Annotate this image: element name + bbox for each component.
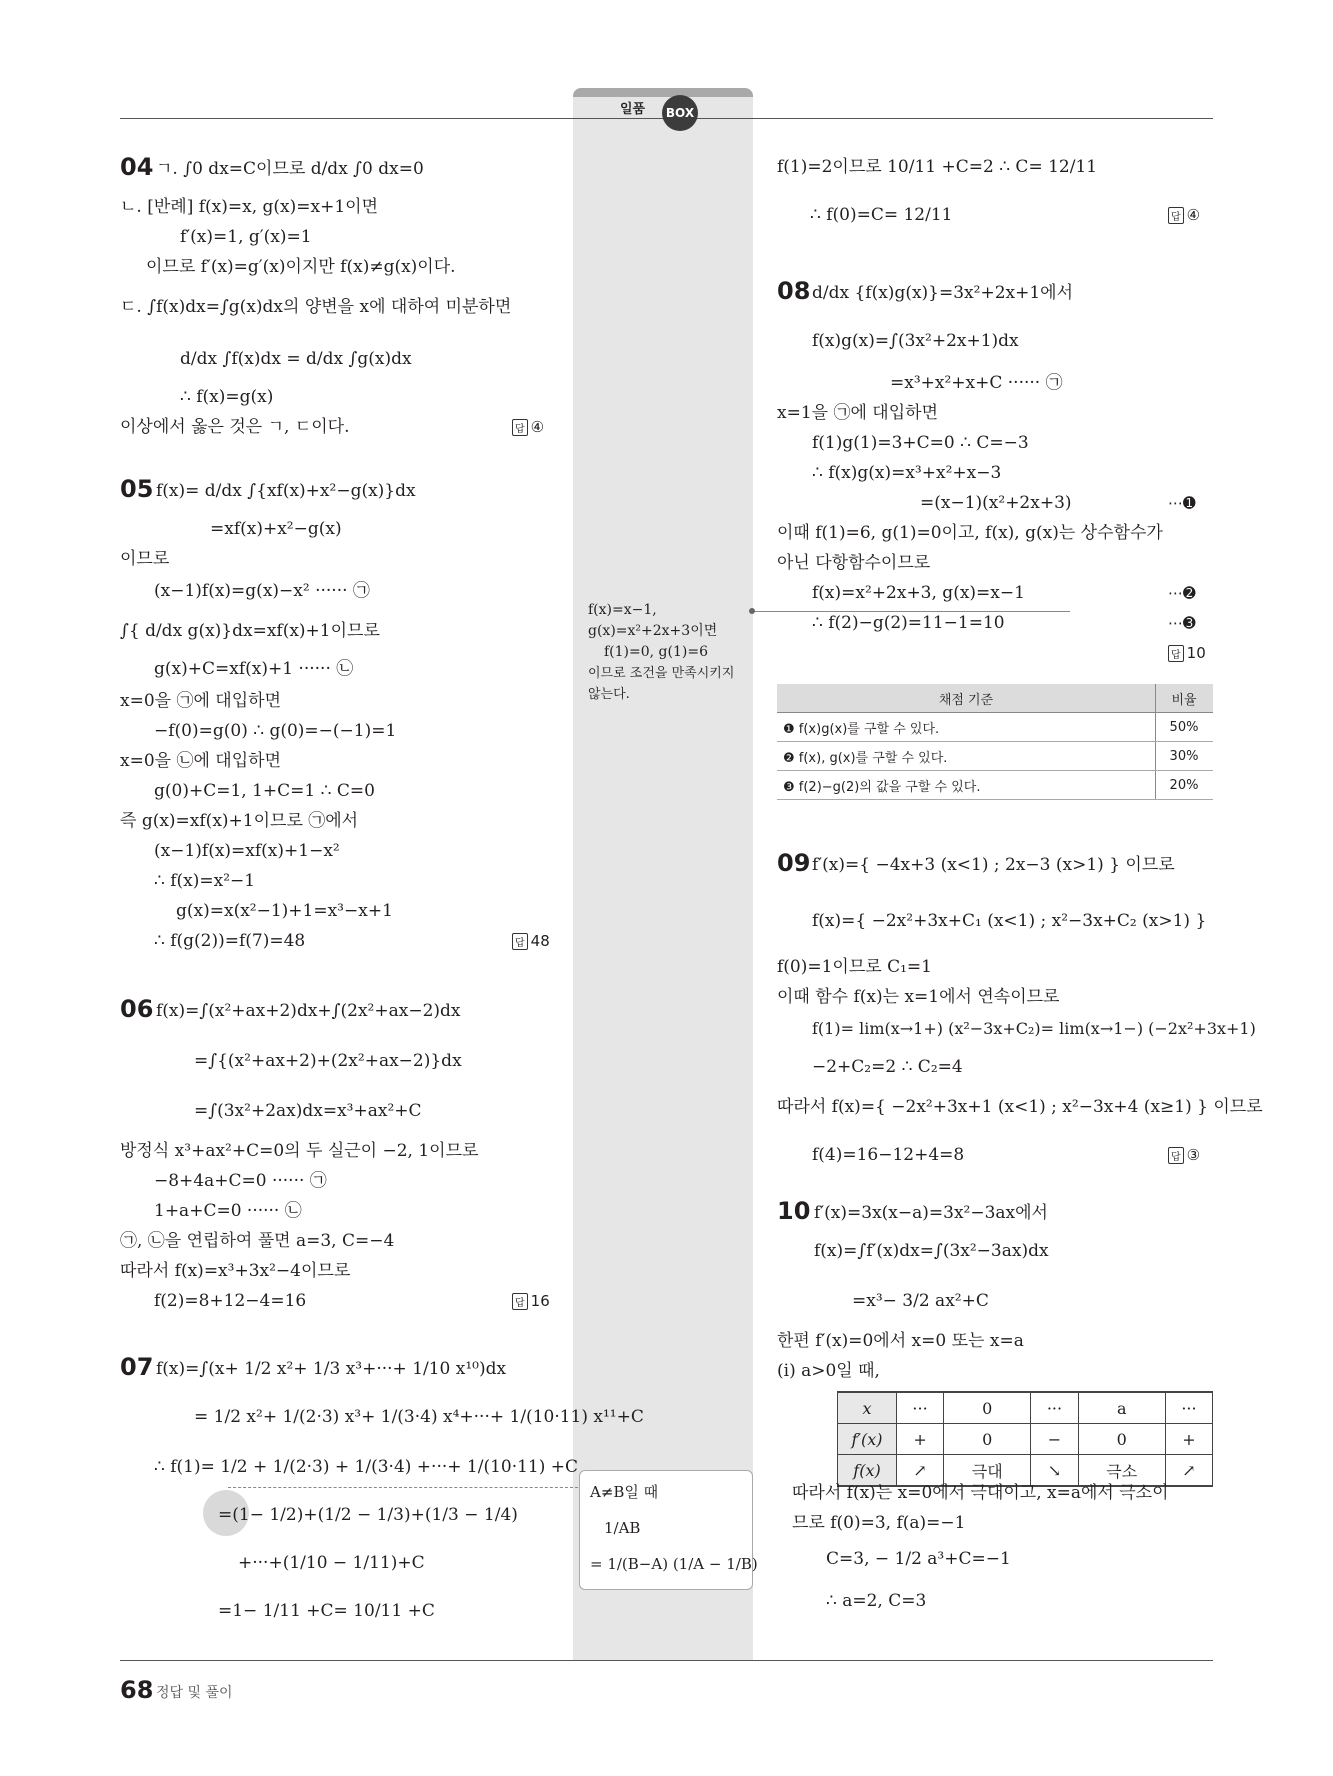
answer: 답 10 bbox=[1168, 644, 1206, 662]
line: = 1/2 x²+ 1/(2·3) x³+ 1/(3·4) x⁴+···+ 1/(10·11) x¹¹+C bbox=[194, 1407, 644, 1427]
criteria-cell: ❸ f(2)−g(2)의 값을 구할 수 있다. bbox=[777, 771, 1156, 800]
line: ㄴ. [반례] f(x)=x, g(x)=x+1이면 bbox=[120, 197, 378, 217]
sign-cell: ↗ bbox=[1165, 1455, 1212, 1487]
page-number: 68 bbox=[120, 1676, 154, 1704]
sign-cell: 0 bbox=[944, 1424, 1031, 1455]
sign-cell: − bbox=[1031, 1424, 1078, 1455]
sign-cell: ↗ bbox=[897, 1455, 944, 1487]
note-line: f(1)=0, g(1)=6 bbox=[604, 644, 708, 660]
side-note-partial-fraction bbox=[579, 1470, 758, 1590]
line: 방정식 x³+ax²+C=0의 두 실근이 −2, 1이므로 bbox=[120, 1141, 479, 1161]
line: f′(x)=1, g′(x)=1 bbox=[180, 227, 312, 247]
note-line: 않는다. bbox=[588, 687, 630, 702]
line: =(1− 1/2)+(1/2 − 1/3)+(1/3 − 1/4) bbox=[218, 1505, 518, 1525]
line: 이므로 f′(x)=g′(x)이지만 f(x)≠g(x)이다. bbox=[146, 257, 456, 277]
line: x=0을 ㉠에 대입하면 bbox=[120, 691, 281, 711]
answer: 답 16 bbox=[512, 1292, 550, 1310]
answer: 답 ④ bbox=[1168, 206, 1200, 224]
line: =x³− 3/2 ax²+C bbox=[852, 1291, 989, 1311]
line: (x−1)f(x)=g(x)−x² ······ ㉠ bbox=[154, 581, 370, 601]
note-line: = 1/(B−A) (1/A − 1/B) bbox=[590, 1555, 758, 1573]
line: ∴ f(x)g(x)=x³+x²+x−3 bbox=[812, 463, 1002, 483]
line: 아닌 다항함수이므로 bbox=[777, 553, 931, 573]
criteria-header: 채점 기준 bbox=[777, 684, 1156, 713]
line: 따라서 f(x)=x³+3x²−4이므로 bbox=[120, 1261, 351, 1281]
sign-cell: ··· bbox=[897, 1392, 944, 1424]
line: =∫{(x²+ax+2)+(2x²+ax−2)}dx bbox=[194, 1051, 462, 1071]
line: 즉 g(x)=xf(x)+1이므로 ㉠에서 bbox=[120, 811, 359, 831]
sign-cell: f(x) bbox=[838, 1455, 897, 1487]
line: g(0)+C=1, 1+C=1 ∴ C=0 bbox=[154, 781, 375, 801]
line: f(x)=∫(x+ 1/2 x²+ 1/3 x³+···+ 1/10 x¹⁰)dx bbox=[156, 1359, 507, 1379]
side-note-counterexample bbox=[588, 600, 748, 705]
line: d/dx {f(x)g(x)}=3x²+2x+1에서 bbox=[812, 283, 1074, 303]
line: x=0을 ㉡에 대입하면 bbox=[120, 751, 281, 771]
line: f(x)=x²+2x+3, g(x)=x−1 bbox=[812, 583, 1025, 603]
line: 이때 함수 f(x)는 x=1에서 연속이므로 bbox=[777, 987, 1060, 1007]
problem-number: 06 bbox=[120, 995, 154, 1023]
line: f(1)=2이므로 10/11 +C=2 ∴ C= 12/11 bbox=[777, 157, 1098, 177]
line: 이상에서 옳은 것은 ㄱ, ㄷ이다. bbox=[120, 417, 350, 437]
line: 따라서 f(x)={ −2x²+3x+1 (x<1) ; x²−3x+4 (x≥1) } 이므로 bbox=[777, 1097, 1263, 1117]
ratio-cell: 30% bbox=[1156, 742, 1214, 771]
sign-cell: ↘ bbox=[1031, 1455, 1078, 1487]
center-tab-top bbox=[573, 88, 753, 97]
line: f(x)=∫f′(x)dx=∫(3x²−3ax)dx bbox=[814, 1241, 1049, 1261]
answer: 답 ④ bbox=[512, 418, 544, 436]
sign-cell: x bbox=[838, 1392, 897, 1424]
line: C=3, − 1/2 a³+C=−1 bbox=[826, 1549, 1011, 1569]
note-line: A≠B일 때 bbox=[590, 1483, 659, 1501]
line: x=1을 ㉠에 대입하면 bbox=[777, 403, 938, 423]
footer-rule bbox=[120, 1660, 1213, 1661]
line: f(x)={ −2x²+3x+C₁ (x<1) ; x²−3x+C₂ (x>1) } bbox=[812, 911, 1207, 931]
problem-number: 09 bbox=[777, 849, 811, 877]
answer: 답 48 bbox=[512, 932, 550, 950]
line: f′(x)={ −4x+3 (x<1) ; 2x−3 (x>1) } 이므로 bbox=[812, 855, 1175, 875]
sign-cell: ··· bbox=[1031, 1392, 1078, 1424]
step-mark: ⋯➋ bbox=[1168, 584, 1196, 602]
step-mark: ⋯➌ bbox=[1168, 614, 1196, 632]
criteria-cell: ❶ f(x)g(x)를 구할 수 있다. bbox=[777, 713, 1156, 742]
ratio-header: 비율 bbox=[1156, 684, 1214, 713]
line: d/dx ∫f(x)dx = d/dx ∫g(x)dx bbox=[180, 349, 412, 369]
sign-cell: 극대 bbox=[944, 1455, 1031, 1487]
line: ∴ f(0)=C= 12/11 bbox=[810, 205, 953, 225]
sign-cell: 0 bbox=[944, 1392, 1031, 1424]
line: (ⅰ) a>0일 때, bbox=[777, 1361, 880, 1381]
line: −2+C₂=2 ∴ C₂=4 bbox=[812, 1057, 963, 1077]
line: 1+a+C=0 ······ ㉡ bbox=[154, 1201, 302, 1221]
problem-number: 08 bbox=[777, 277, 811, 305]
sign-cell: + bbox=[1165, 1424, 1212, 1455]
line: ㄱ. ∫0 dx=C이므로 d/dx ∫0 dx=0 bbox=[156, 159, 424, 179]
line: ∴ f(x)=g(x) bbox=[180, 387, 274, 407]
line: f(4)=16−12+4=8 bbox=[812, 1145, 965, 1165]
problem-number: 10 bbox=[777, 1197, 811, 1225]
line: ∴ f(1)= 1/2 + 1/(2·3) + 1/(3·4) +···+ 1/(10·11) +C bbox=[154, 1457, 579, 1477]
line: 이므로 bbox=[120, 549, 170, 569]
line: 따라서 f(x)는 x=0에서 극대이고, x=a에서 극소이 bbox=[792, 1483, 1169, 1503]
sign-table bbox=[837, 1391, 1213, 1487]
line: =∫(3x²+2ax)dx=x³+ax²+C bbox=[194, 1101, 422, 1121]
line: f(x)g(x)=∫(3x²+2x+1)dx bbox=[812, 331, 1019, 351]
sign-cell: 0 bbox=[1078, 1424, 1165, 1455]
line: ㄷ. ∫f(x)dx=∫g(x)dx의 양변을 x에 대하여 미분하면 bbox=[120, 297, 512, 317]
tab-label: 일품 bbox=[620, 102, 646, 117]
criteria-cell: ❷ f(x), g(x)를 구할 수 있다. bbox=[777, 742, 1156, 771]
line: f(0)=1이므로 C₁=1 bbox=[777, 957, 932, 977]
grading-criteria-table bbox=[777, 684, 1213, 800]
problem-number: 05 bbox=[120, 475, 154, 503]
line: =1− 1/11 +C= 10/11 +C bbox=[218, 1601, 435, 1621]
note-connector-dot bbox=[749, 608, 755, 614]
line: f(x)=∫(x²+ax+2)dx+∫(2x²+ax−2)dx bbox=[156, 1001, 461, 1021]
box-badge: BOX bbox=[662, 95, 698, 131]
sign-cell: a bbox=[1078, 1392, 1165, 1424]
step-mark: ⋯➊ bbox=[1168, 494, 1196, 512]
line: (x−1)f(x)=xf(x)+1−x² bbox=[154, 841, 340, 861]
line: =(x−1)(x²+2x+3) bbox=[920, 493, 1072, 513]
problem-number: 04 bbox=[120, 153, 154, 181]
line: ∴ f(2)−g(2)=11−1=10 bbox=[812, 613, 1005, 633]
note-line: 1/AB bbox=[604, 1519, 641, 1537]
line: =xf(x)+x²−g(x) bbox=[210, 519, 342, 539]
line: ∴ f(g(2))=f(7)=48 bbox=[154, 931, 306, 951]
line: 한편 f′(x)=0에서 x=0 또는 x=a bbox=[777, 1331, 1024, 1351]
line: ∫{ d/dx g(x)}dx=xf(x)+1이므로 bbox=[120, 621, 380, 641]
line: −f(0)=g(0) ∴ g(0)=−(−1)=1 bbox=[154, 721, 397, 741]
line: f(1)= lim(x→1+) (x²−3x+C₂)= lim(x→1−) (−2x²+3x+1) bbox=[812, 1019, 1256, 1038]
line: f(x)= d/dx ∫{xf(x)+x²−g(x)}dx bbox=[156, 481, 416, 501]
line: 므로 f(0)=3, f(a)=−1 bbox=[792, 1513, 966, 1533]
note-line: 이므로 조건을 만족시키지 bbox=[588, 666, 735, 681]
ratio-cell: 50% bbox=[1156, 713, 1214, 742]
line: f(1)g(1)=3+C=0 ∴ C=−3 bbox=[812, 433, 1029, 453]
sign-cell: f′(x) bbox=[838, 1424, 897, 1455]
line: −8+4a+C=0 ······ ㉠ bbox=[154, 1171, 327, 1191]
line: g(x)+C=xf(x)+1 ······ ㉡ bbox=[154, 659, 354, 679]
line: =x³+x²+x+C ······ ㉠ bbox=[890, 373, 1063, 393]
line: ∴ a=2, C=3 bbox=[826, 1591, 927, 1611]
line: +···+(1/10 − 1/11)+C bbox=[238, 1553, 425, 1573]
note-line: g(x)=x²+2x+3이면 bbox=[588, 623, 718, 639]
line: f′(x)=3x(x−a)=3x²−3ax에서 bbox=[814, 1203, 1048, 1223]
answer: 답 ③ bbox=[1168, 1146, 1200, 1164]
note-connector-dashed bbox=[228, 1487, 578, 1488]
sign-cell: + bbox=[897, 1424, 944, 1455]
line: f(2)=8+12−4=16 bbox=[154, 1291, 307, 1311]
footer-title: 정답 및 풀이 bbox=[156, 1685, 233, 1701]
note-line: f(x)=x−1, bbox=[588, 602, 657, 618]
ratio-cell: 20% bbox=[1156, 771, 1214, 800]
problem-number: 07 bbox=[120, 1353, 154, 1381]
line: g(x)=x(x²−1)+1=x³−x+1 bbox=[176, 901, 393, 921]
sign-cell: 극소 bbox=[1078, 1455, 1165, 1487]
line: ∴ f(x)=x²−1 bbox=[154, 871, 256, 891]
line: ㉠, ㉡을 연립하여 풀면 a=3, C=−4 bbox=[120, 1231, 395, 1251]
line: 이때 f(1)=6, g(1)=0이고, f(x), g(x)는 상수함수가 bbox=[777, 523, 1163, 543]
sign-cell: ··· bbox=[1165, 1392, 1212, 1424]
